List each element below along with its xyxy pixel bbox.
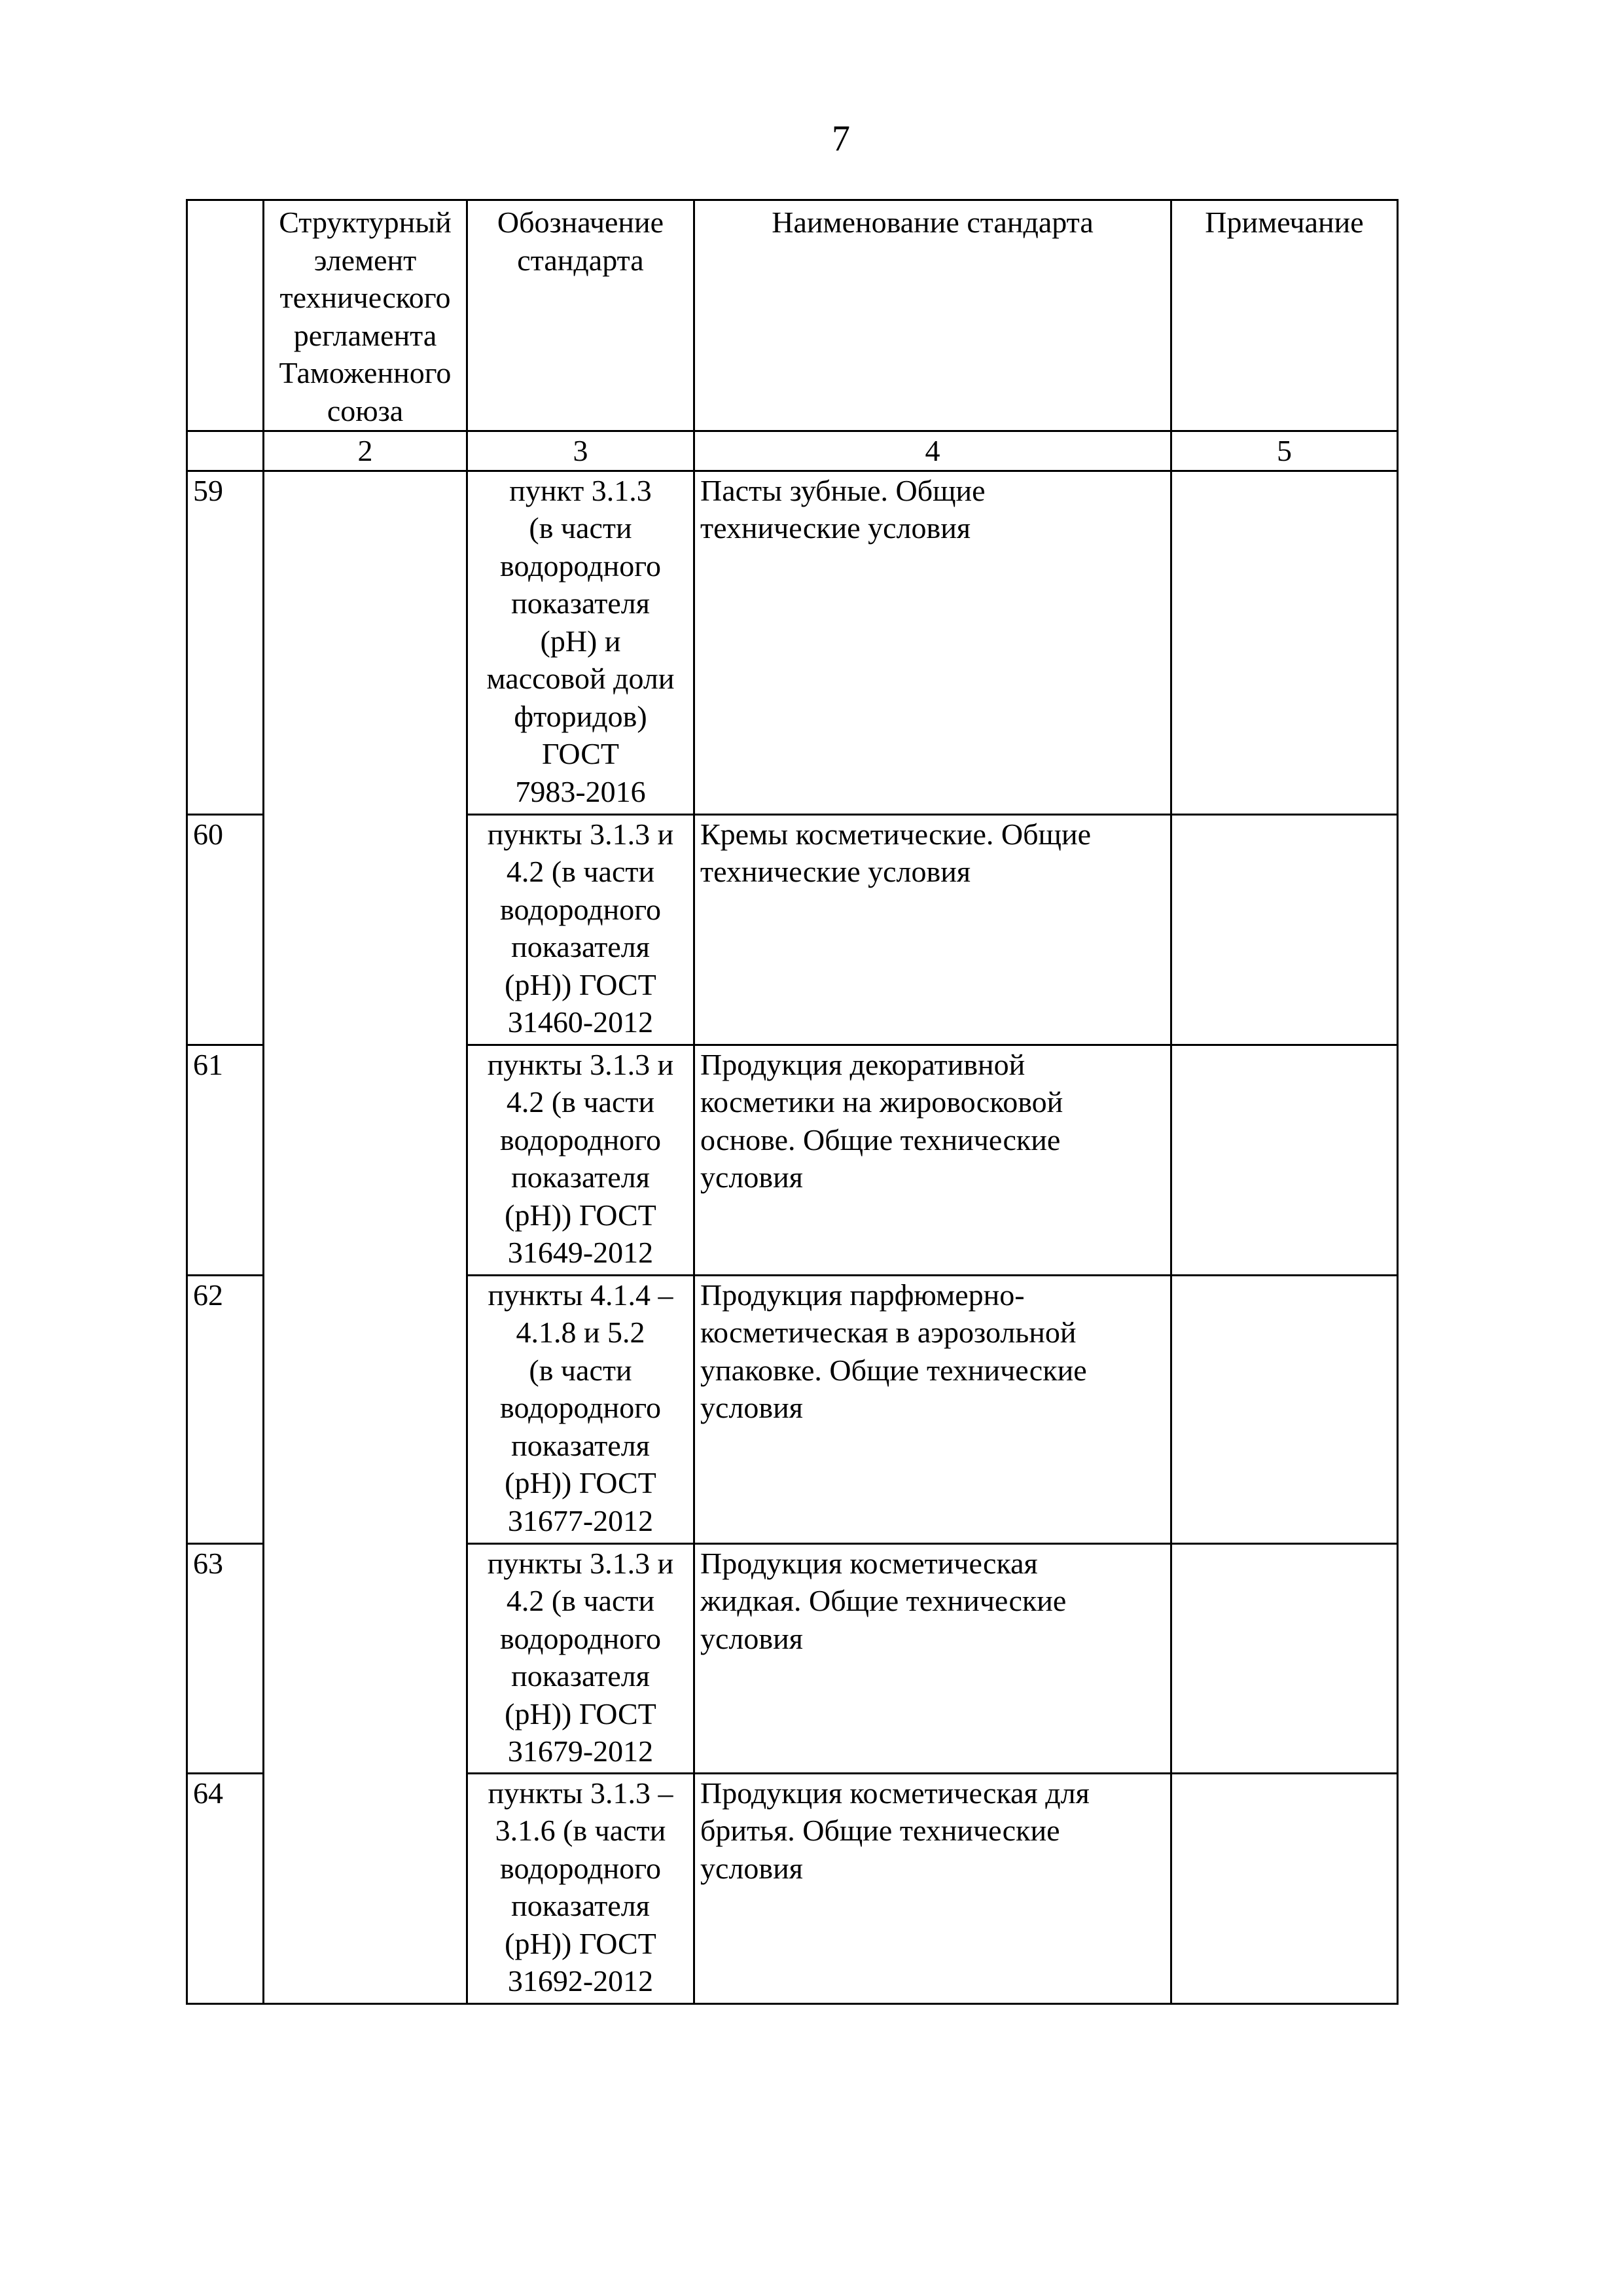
designation-cell: пункты 4.1.4 – 4.1.8 и 5.2 (в части водородного показателя (pH)) ГОСТ 31677-2012 (467, 1275, 694, 1543)
table-header-row (187, 200, 1398, 431)
row-number: 60 (187, 814, 264, 1045)
header-cell-structural-element: Структурный элемент технического регламента Таможенного союза (264, 200, 467, 431)
column-number (187, 431, 264, 471)
standard-name-cell: Кремы косметические. Общие технические условия (694, 814, 1171, 1045)
header-cell-number (187, 200, 264, 431)
standard-name-cell: Продукция декоративной косметики на жировосковой основе. Общие технические условия (694, 1045, 1171, 1275)
note-cell (1171, 1543, 1398, 1773)
designation-cell: пункт 3.1.3 (в части водородного показателя (pH) и массовой доли фторидов) ГОСТ 7983-2016 (467, 471, 694, 814)
header-cell-designation: Обозначение стандарта (467, 200, 694, 431)
designation-cell: пункты 3.1.3 – 3.1.6 (в части водородного показателя (pH)) ГОСТ 31692-2012 (467, 1773, 694, 2003)
column-number: 4 (694, 431, 1171, 471)
standard-name-cell: Пасты зубные. Общие технические условия (694, 471, 1171, 814)
row-number: 64 (187, 1773, 264, 2003)
column-number: 5 (1171, 431, 1398, 471)
column-number: 3 (467, 431, 694, 471)
header-cell-note: Примечание (1171, 200, 1398, 431)
note-cell (1171, 1045, 1398, 1275)
column-number: 2 (264, 431, 467, 471)
designation-cell: пункты 3.1.3 и 4.2 (в части водородного показателя (pH)) ГОСТ 31649-2012 (467, 1045, 694, 1275)
note-cell (1171, 814, 1398, 1045)
designation-cell: пункты 3.1.3 и 4.2 (в части водородного показателя (pH)) ГОСТ 31460-2012 (467, 814, 694, 1045)
header-cell-standard-name: Наименование стандарта (694, 200, 1171, 431)
column-number-row (187, 431, 1398, 471)
table-row (187, 471, 1398, 814)
row-number: 59 (187, 471, 264, 814)
standard-name-cell: Продукция косметическая жидкая. Общие технические условия (694, 1543, 1171, 1773)
note-cell (1171, 1773, 1398, 2003)
row-number: 62 (187, 1275, 264, 1543)
standard-name-cell: Продукция косметическая для бритья. Общие технические условия (694, 1773, 1171, 2003)
designation-cell: пункты 3.1.3 и 4.2 (в части водородного показателя (pH)) ГОСТ 31679-2012 (467, 1543, 694, 1773)
standard-name-cell: Продукция парфюмерно- косметическая в аэрозольной упаковке. Общие технические условия (694, 1275, 1171, 1543)
standards-table (186, 199, 1399, 2005)
note-cell (1171, 471, 1398, 814)
row-number: 61 (187, 1045, 264, 1275)
row-number: 63 (187, 1543, 264, 1773)
page-number: 7 (832, 118, 850, 159)
note-cell (1171, 1275, 1398, 1543)
structural-element-cell (264, 471, 467, 2003)
